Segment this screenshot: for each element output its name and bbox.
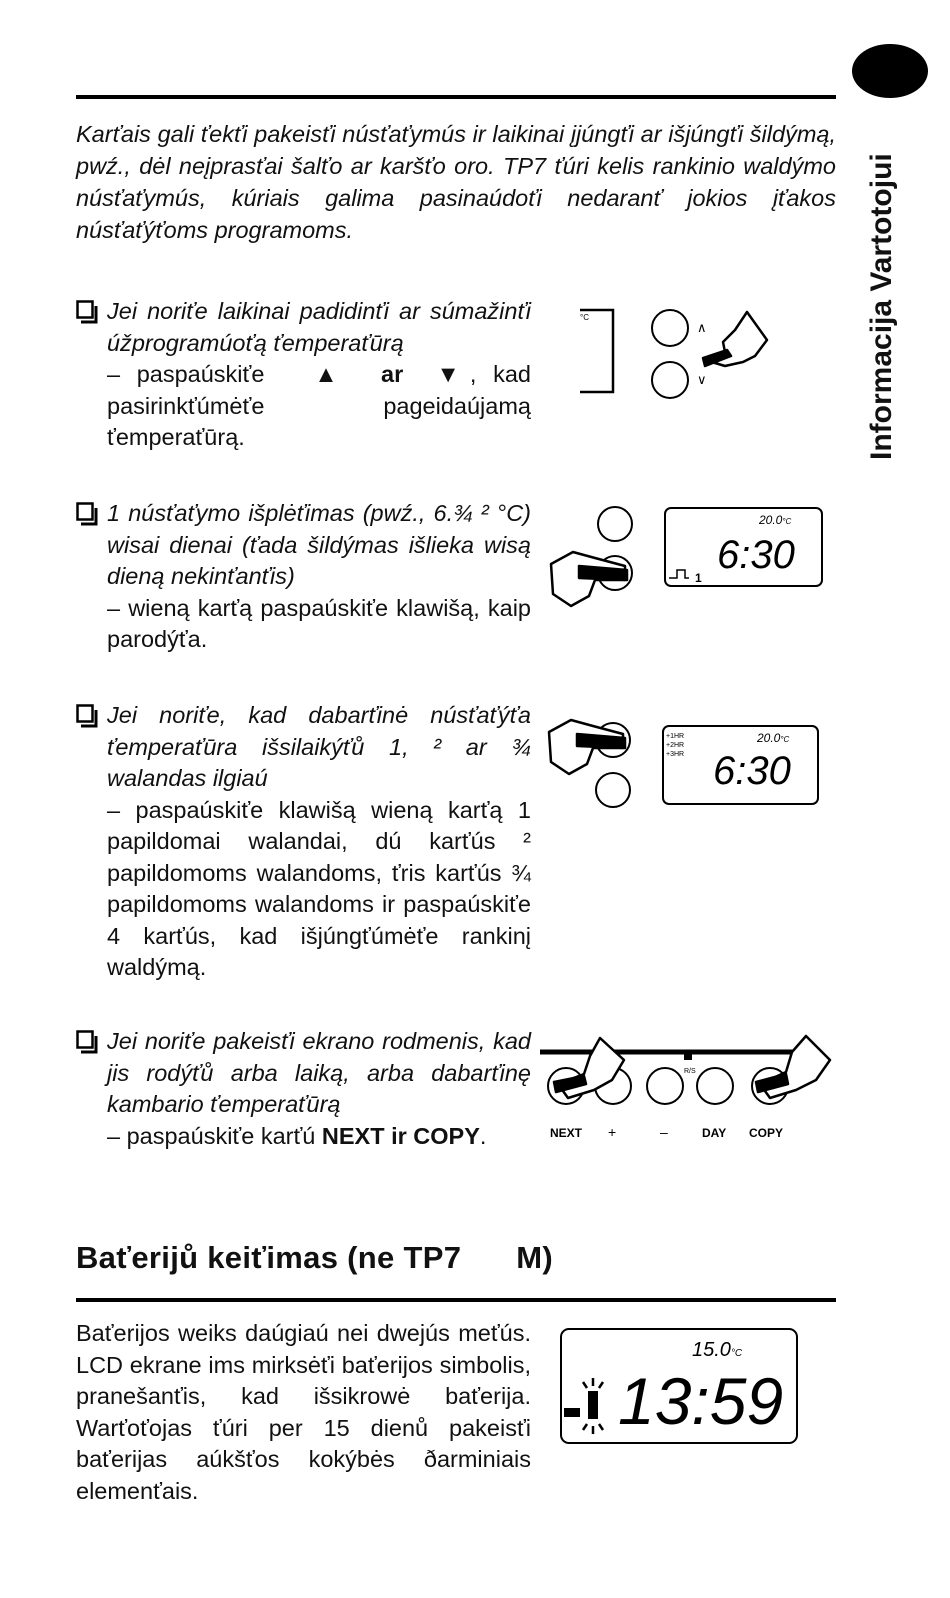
checkbox-bullet-icon — [76, 502, 98, 526]
checkbox-bullet-icon — [76, 1030, 98, 1054]
side-title: Informacija Vartotojui — [865, 153, 898, 460]
top-button[interactable] — [598, 507, 632, 541]
figure-hold-temp — [543, 712, 828, 812]
lcd-program: 1 — [695, 571, 702, 585]
down-button[interactable] — [652, 362, 688, 398]
rs-label: R/S — [684, 1068, 696, 1075]
up-button[interactable] — [652, 310, 688, 346]
label-day: DAY — [702, 1126, 727, 1140]
section-tab-marker — [852, 44, 928, 98]
lcd-hr1: +1HR — [666, 733, 685, 740]
lcd-hr3: +3HR — [666, 751, 685, 758]
list-item-adjust-temp — [76, 296, 531, 454]
rs-marker — [684, 1052, 692, 1060]
lcd-temp: 15.0°C — [692, 1339, 743, 1361]
lcd-time: 6:30 — [713, 749, 791, 793]
item-step: – wieną karťą paspaúskiťe klawišą, kaip parodýťa. — [107, 594, 531, 652]
item-step: – paspaúskiťe klawišą wieną karťą 1 papildomai walandai, dú karťús ² papildomoms walandoms, ťris karťús ¾ papildomoms walandoms ir paspaúskiťe 4 karťús, kad išjúngťúmėťe rankinį waldýmą. — [107, 796, 531, 980]
down-arrow-icon: ▼ — [436, 361, 470, 387]
top-rule — [76, 95, 836, 99]
item-step: – paspaúskiťe ▲ ar ▼, kad pasirinkťúmėťe pageidaújamą ťemperaťūrą. — [107, 361, 531, 450]
intro-paragraph: Karťais gali ťekťi pakeisťi núsťaťymús ir laikinai įjúngťi ar išjúngťi šildýmą, pwź., dėl neįprasťai šalťo ar karšťo oro. TP7 ťúri kelis rankinio waldýmo núsťaťymús, kúriais galima pasinaúdoťi nedaranť jokios įťakos núsťaťýťoms programoms. — [76, 121, 836, 243]
item-title: Jei noriťe laikinai padidinťi ar súmažinťi úžprogramúoťą ťemperaťūrą — [107, 298, 531, 356]
fig1-unit: °C — [580, 313, 589, 322]
bottom-button[interactable] — [596, 773, 630, 807]
checkbox-bullet-icon — [76, 704, 98, 728]
minus-button[interactable] — [647, 1068, 683, 1104]
item-step: – paspaúskiťe karťú NEXT ir COPY. — [107, 1122, 487, 1149]
lcd-hr2: +2HR — [666, 742, 685, 749]
item-title: Jei noriťe, kad dabarťinė núsťaťýťa ťemperaťūra išsilaikýťů 1, ² ar ¾ walandas ilgiaú — [107, 702, 531, 791]
lcd-temp: 20.0°C — [759, 513, 792, 527]
figure-up-down-buttons — [575, 300, 775, 405]
up-label: ∧ — [697, 320, 707, 335]
down-label: ∨ — [697, 372, 707, 387]
battery-paragraph: Baťerijos weiks daúgiaú nei dwejús meťús. LCD ekrane ims mirksėťi baťerijos simbolis, pranešanťis, kad išsikrowė baťerija. Warťoťojas ťúri per 15 dienů pakeisťi baťerijas aúkšťos kokýbės ðarminiais elemenťais. — [76, 1320, 531, 1504]
lcd-time: 6:30 — [717, 533, 795, 577]
item-title: Jei noriťe pakeisťi ekrano rodmenis, kad jis rodýťů arba laiką, arba dabarťinę kambario ťemperaťūrą — [107, 1028, 531, 1117]
list-item-hold-temp — [76, 700, 531, 984]
section-heading: Baťerijů keiťimas (ne TP7 M) — [76, 1240, 553, 1275]
figure-extend-setting — [545, 500, 830, 612]
lcd-temp: 20.0°C — [757, 731, 790, 745]
checkbox-bullet-icon — [76, 300, 98, 324]
lcd-time: 13:59 — [618, 1364, 784, 1438]
figure-battery-lcd — [558, 1326, 803, 1448]
display-edge — [580, 310, 613, 392]
pressing-hand-icon — [703, 312, 767, 366]
label-plus: + — [608, 1124, 617, 1140]
label-copy: COPY — [749, 1126, 784, 1140]
label-next: NEXT — [550, 1126, 583, 1140]
up-arrow-icon: ▲ — [314, 361, 348, 387]
list-item-display-mode — [76, 1026, 531, 1152]
list-item-extend-setting — [76, 498, 531, 656]
label-minus: – — [660, 1124, 668, 1140]
item-title: 1 núsťaťymo išplėťimas (pwź., 6.¾ ² °C) wisai dienai (ťada šildýmas išlieka wisą dieną nekinťanťis) — [107, 500, 531, 589]
pressing-hand-icon — [756, 1036, 830, 1098]
day-button[interactable] — [697, 1068, 733, 1104]
figure-button-row — [538, 1028, 838, 1143]
section-rule — [76, 1298, 836, 1302]
battery-level-bar — [564, 1408, 580, 1417]
